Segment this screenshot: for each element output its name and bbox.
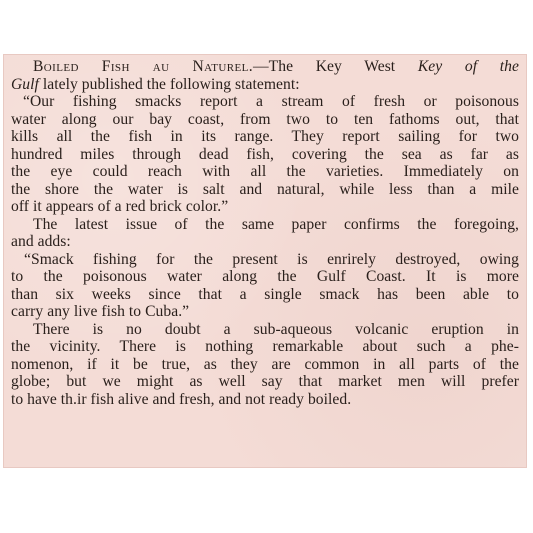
article-text-run: The latest issue of the same paper confirms the foregoing, xyxy=(33,215,519,233)
article-line xyxy=(11,356,519,374)
article-text-run: kills all the fish in its range. They report sailing for two xyxy=(11,128,519,145)
article-line xyxy=(11,321,519,339)
article-text-run: the eye could reach with all the varieties. Immediately on xyxy=(11,163,519,180)
article-text-run: than six weeks since that a single smack has been able to xyxy=(11,285,519,303)
article-line xyxy=(11,286,519,304)
article-line xyxy=(11,163,519,181)
article-text-run: off it appears of a red brick color.” xyxy=(11,198,229,215)
article-line xyxy=(11,303,519,321)
article-text-run: water along our bay coast, from two to ten fathoms out, that xyxy=(11,110,519,128)
article-text-run: nomenon, if it be true, as they are common in all parts of the xyxy=(11,355,519,373)
article-text-run: to have th.ir fish alive and fresh, and not ready boiled. xyxy=(11,390,352,408)
article-text-run: the shore the water is salt and natural, while less than a mile xyxy=(11,180,519,198)
article-line xyxy=(11,128,519,146)
article-line xyxy=(11,373,519,391)
article-line xyxy=(11,181,519,199)
article-text-run: There is no doubt a sub-aqueous volcanic eruption in xyxy=(33,320,519,338)
article-text-run: hundred miles through dead fish, covering the sea as far as xyxy=(11,145,519,163)
article-line xyxy=(11,338,519,356)
article-text-run: Gulf xyxy=(11,75,39,93)
article-line xyxy=(11,216,519,234)
article-text-run: the vicinity. There is nothing remarkable about such a phe- xyxy=(11,338,519,355)
article-text-run: —The Key West xyxy=(253,58,418,75)
article-line xyxy=(11,391,519,409)
article-heading: Boiled Fish au Naturel. xyxy=(33,58,254,75)
article-line xyxy=(11,198,519,216)
article-text-run: “Smack fishing for the present is enrirely destroyed, owing xyxy=(24,250,519,268)
article-line xyxy=(11,233,519,251)
article-line xyxy=(11,251,519,269)
article-line xyxy=(11,93,519,111)
article-line xyxy=(11,146,519,164)
article-text-run: globe; but we might as well say that market men will prefer xyxy=(11,373,519,390)
article-text-run: Key of the xyxy=(417,58,519,75)
article-text-run: carry any live fish to Cuba.” xyxy=(11,303,190,320)
article-text-run: to the poisonous water along the Gulf Coast. It is more xyxy=(11,268,519,285)
article-body xyxy=(11,58,519,408)
article-line xyxy=(11,268,519,286)
article-text-run: and adds: xyxy=(11,233,71,250)
article-line xyxy=(11,58,519,76)
article-line xyxy=(11,76,519,94)
newspaper-clipping xyxy=(3,54,527,468)
article-line xyxy=(11,111,519,129)
article-text-run: “Our fishing smacks report a stream of fresh or poisonous xyxy=(23,93,519,110)
article-text-run: lately published the following statement: xyxy=(38,75,300,93)
